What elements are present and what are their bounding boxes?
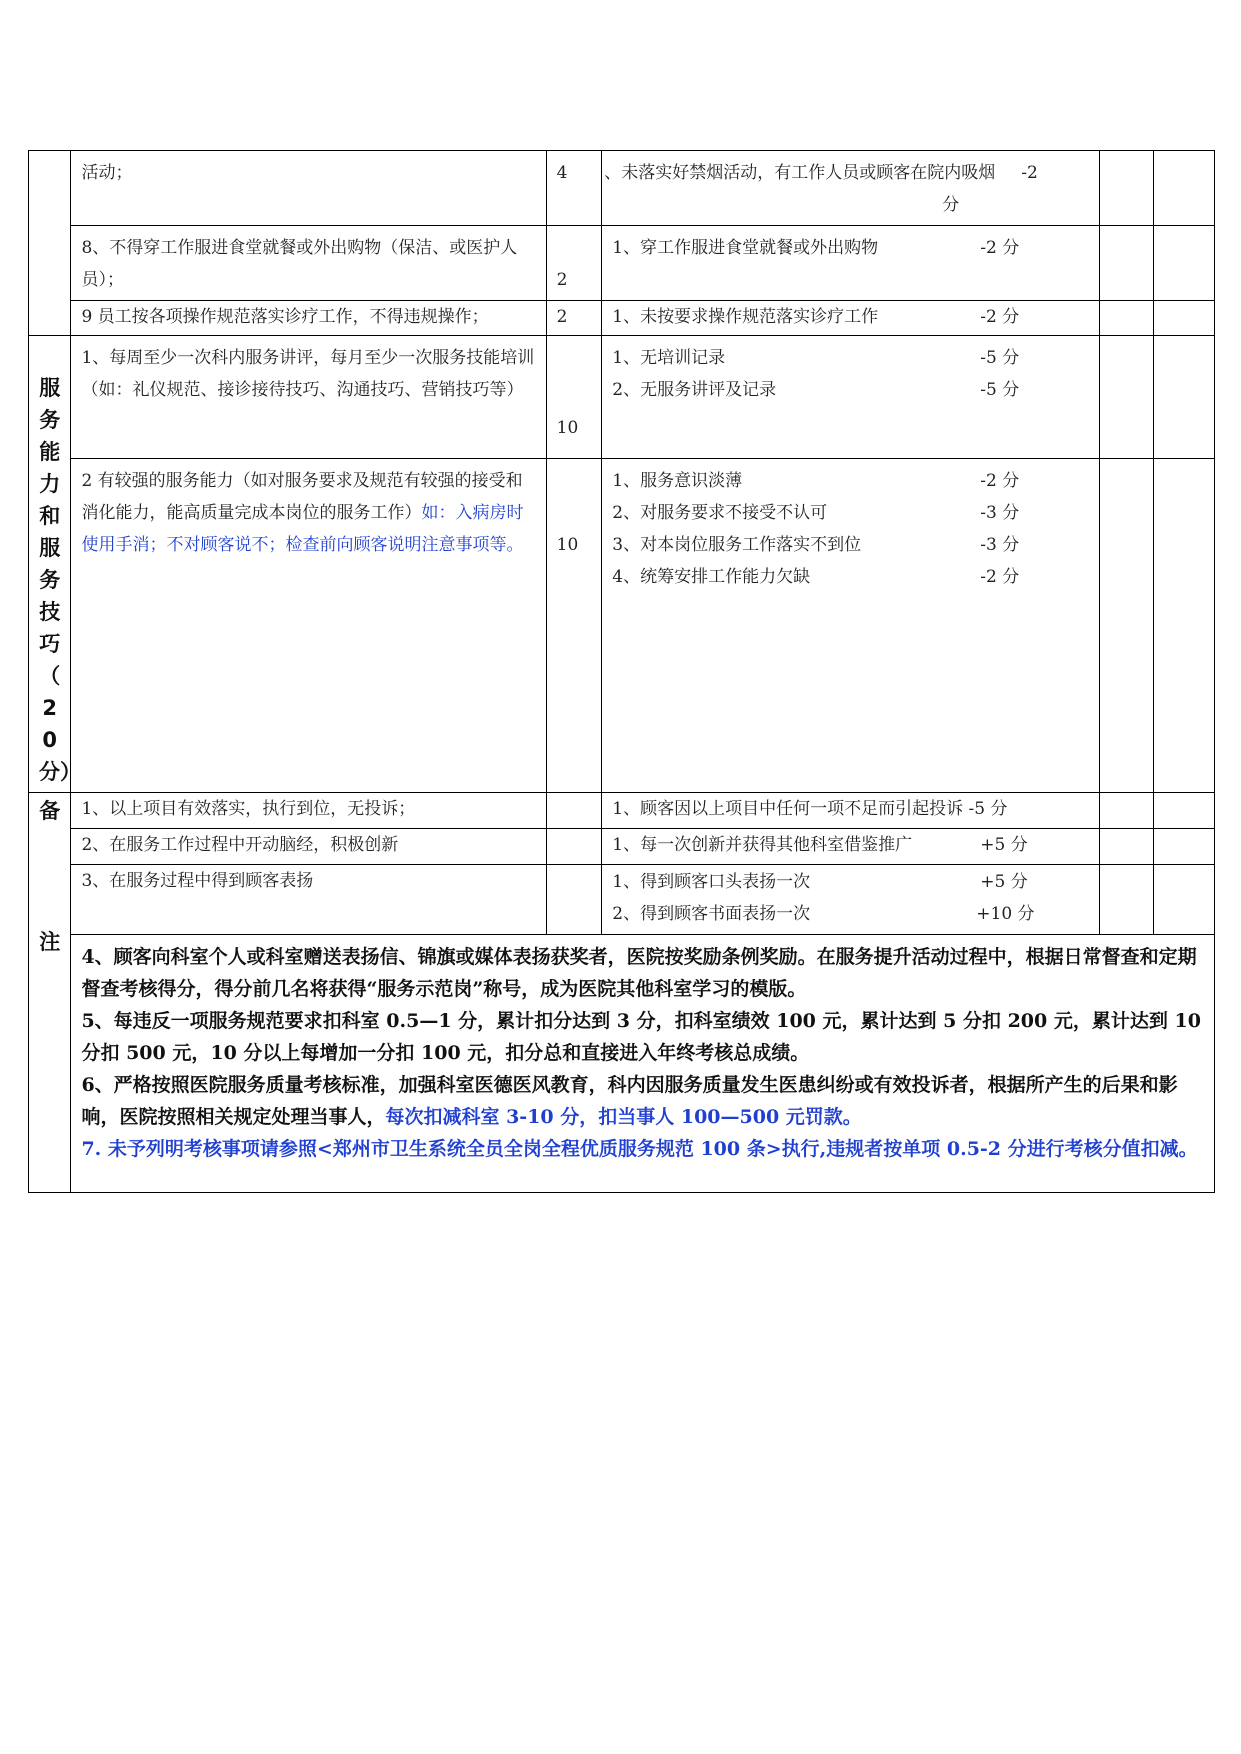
penalty-cell: [602, 151, 1099, 226]
category-cell-empty: [29, 151, 71, 336]
blank-cell: [1154, 829, 1215, 865]
item-cell: 1、每周至少一次科内服务讲评，每月至少一次服务技能培训（如：礼仪规范、接诊接待技巧、沟通技巧、营销技巧等）: [71, 336, 546, 459]
penalty-text: 2、得到顾客书面表扬一次: [612, 904, 811, 924]
notes-row: [29, 935, 1215, 1193]
score-cell: 2: [546, 301, 602, 336]
blank-cell: [1154, 865, 1215, 935]
category-remarks: 备 注: [29, 793, 71, 1193]
penalty-cell: [602, 301, 1099, 336]
blank-cell: [1099, 865, 1154, 935]
blank-cell: [1154, 226, 1215, 301]
blank-cell: [1099, 829, 1154, 865]
penalty-cell: [602, 226, 1099, 301]
item-cell: 1、以上项目有效落实，执行到位，无投诉；: [71, 793, 546, 829]
note-6-penalty: 每次扣减科室 3-10 分，扣当事人 100—500 元罚款。: [385, 1106, 862, 1128]
note-7: 7. 未予列明考核事项请参照<郑州市卫生系统全员全岗全程优质服务规范 100 条>执行,违规者按单项 0.5-2 分进行考核分值扣减。: [81, 1138, 1198, 1160]
table-row: [29, 829, 1215, 865]
table-row: [29, 151, 1215, 226]
penalty-text: 、未落实好禁烟活动，有工作人员或顾客在院内吸烟: [604, 163, 996, 183]
item-cell: 2、在服务工作过程中开动脑经，积极创新: [71, 829, 546, 865]
blank-cell: [1099, 336, 1154, 459]
penalty-cell: [602, 459, 1099, 793]
penalty-points: -2 分: [980, 471, 1020, 492]
item-cell: 活动；: [71, 151, 546, 226]
table-row: [29, 226, 1215, 301]
note-4: 4、顾客向科室个人或科室赠送表扬信、锦旗或媒体表扬获奖者，医院按奖励条例奖励。在服务提升活动过程中，根据日常督查和定期督查考核得分，得分前几名将获得“服务示范岗”称号，成为医院其他科室学习的模版。: [81, 946, 1197, 1000]
penalty-points: -5 分: [980, 348, 1020, 368]
score-cell: [546, 829, 602, 865]
score-cell: [546, 865, 602, 935]
note-5: 5、每违反一项服务规范要求扣科室 0.5—1 分，累计扣分达到 3 分，扣科室绩效 100 元，累计达到 5 分扣 200 元，累计达到 10 分扣 500 元，10 分以上每增加一分扣 100 元，扣分总和直接进入年终考核总成绩。: [81, 1010, 1201, 1064]
item-example-text: 如：入病房时使用手消；不对顾客说不；检查前向顾客说明注意事项等。: [81, 503, 524, 556]
table-row: [29, 459, 1215, 793]
penalty-cell: [602, 793, 1099, 829]
penalty-text: 1、无培训记录: [612, 348, 726, 368]
penalty-text: 1、服务意识淡薄: [612, 471, 743, 492]
penalty-text: 1、穿工作服进食堂就餐或外出购物: [612, 238, 879, 258]
table-row: [29, 793, 1215, 829]
penalty-text: 1、顾客因以上项目中任何一项不足而引起投诉: [612, 799, 964, 819]
blank-cell: [1099, 459, 1154, 793]
assessment-table: [28, 150, 1215, 1193]
penalty-text: 2、无服务讲评及记录: [612, 380, 777, 400]
note-6-text: 6、严格按照医院服务质量考核标准，加强科室医德医风教育，科内因服务质量发生医患纠纷或有效投诉者，根据所产生的后果和影响，医院按照相关规定处理当事人，: [81, 1074, 1178, 1128]
penalty-text: 1、每一次创新并获得其他科室借鉴推广: [612, 835, 913, 855]
penalty-points: -2 分: [980, 307, 1020, 327]
penalty-points: +10 分: [976, 904, 1035, 924]
penalty-points-unit: 分: [942, 195, 960, 215]
blank-cell: [1154, 459, 1215, 793]
blank-cell: [1154, 301, 1215, 336]
item-cell: 8、不得穿工作服进食堂就餐或外出购物（保洁、或医护人员）；: [71, 226, 546, 301]
penalty-cell: [602, 829, 1099, 865]
blank-cell: [1154, 336, 1215, 459]
item-cell: 3、在服务过程中得到顾客表扬: [71, 865, 546, 935]
score-cell: [546, 793, 602, 829]
blank-cell: [1154, 793, 1215, 829]
penalty-cell: [602, 865, 1099, 935]
penalty-points: -2: [1021, 163, 1038, 183]
table-row: [29, 336, 1215, 459]
item-cell: [71, 459, 546, 793]
penalty-text: 1、得到顾客口头表扬一次: [612, 872, 811, 892]
item-text: 2 有较强的服务能力（如对服务要求及规范有较强的接受和消化能力，能高质量完成本岗位的服务工作）: [81, 471, 523, 524]
blank-cell: [1099, 226, 1154, 301]
penalty-points: -3 分: [980, 535, 1020, 556]
score-cell: 10: [546, 459, 602, 793]
table-row: [29, 865, 1215, 935]
score-cell: 4: [546, 151, 602, 226]
blank-cell: [1099, 151, 1154, 226]
notes-cell: [71, 935, 1215, 1193]
penalty-points: -3 分: [980, 503, 1020, 524]
penalty-points: -5 分: [980, 380, 1020, 400]
penalty-points: -2 分: [980, 238, 1020, 258]
item-cell: 9 员工按各项操作规范落实诊疗工作，不得违规操作；: [71, 301, 546, 336]
blank-cell: [1154, 151, 1215, 226]
penalty-text: 3、对本岗位服务工作落实不到位: [612, 535, 862, 556]
score-cell: 2: [546, 226, 602, 301]
category-service-skills: 服 务 能 力 和 服 务 技 巧 （ 20 分）: [29, 336, 71, 793]
penalty-text: 2、对服务要求不接受不认可: [612, 503, 828, 524]
blank-cell: [1099, 793, 1154, 829]
penalty-text: 4、统筹安排工作能力欠缺: [612, 567, 811, 588]
table-row: [29, 301, 1215, 336]
penalty-points: -5 分: [968, 799, 1008, 819]
blank-cell: [1099, 301, 1154, 336]
penalty-points: -2 分: [980, 567, 1020, 588]
penalty-points: +5 分: [980, 872, 1028, 892]
penalty-text: 1、未按要求操作规范落实诊疗工作: [612, 307, 879, 327]
note-6: [81, 1069, 1204, 1133]
penalty-points: +5 分: [980, 835, 1028, 855]
penalty-cell: [602, 336, 1099, 459]
score-cell: 10: [546, 336, 602, 459]
